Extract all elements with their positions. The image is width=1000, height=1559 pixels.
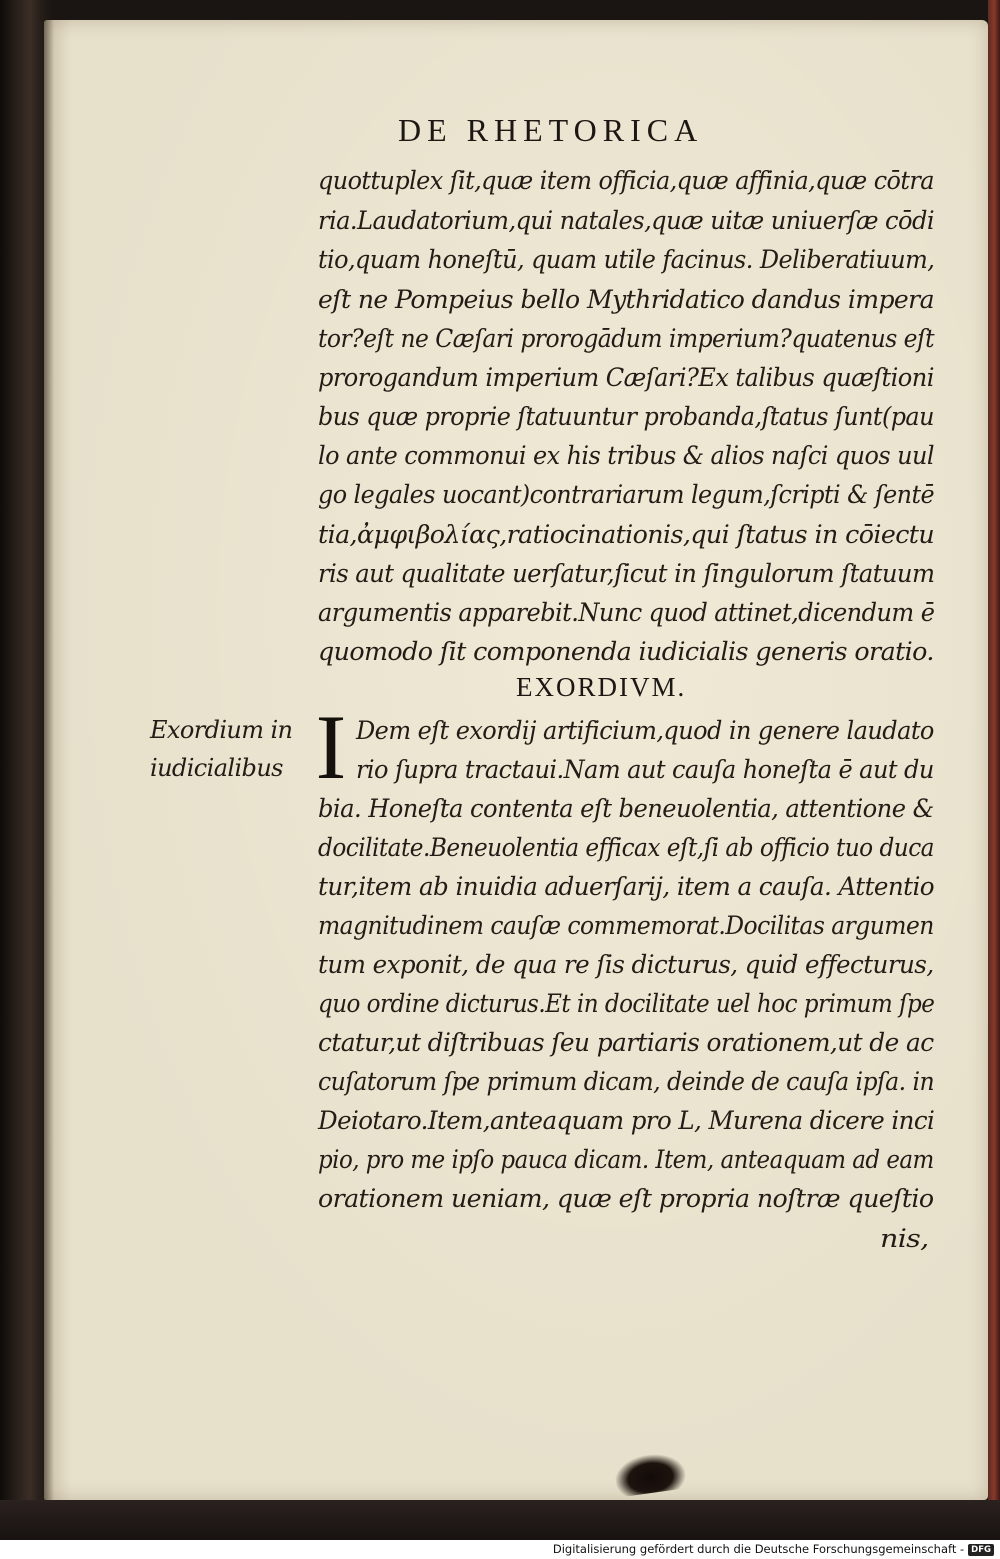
text-line: bia. Honeſta contenta eſt beneuolentia, attentione & xyxy=(318,794,934,824)
text-line: argumentis apparebit.Nunc quod attinet,dicendum ē xyxy=(318,598,935,628)
text-line: ris aut qualitate uerſatur,ſicut in ſingulorum ſtatuum xyxy=(318,559,935,589)
drop-cap-initial: I xyxy=(315,708,347,786)
book-edge-right xyxy=(988,0,1000,1540)
text-line: rio ſupra tractaui.Nam aut cauſa honeſta ē aut du xyxy=(356,755,934,785)
text-line: Deiotaro.Item,anteaquam pro L, Murena dicere inci xyxy=(318,1106,935,1136)
margin-note-line: Exordium in xyxy=(150,716,293,744)
text-line: quottuplex ſit,quæ item officia,quæ affinia,quæ cōtra xyxy=(318,166,934,196)
text-line: quo ordine dicturus.Et in docilitate uel hoc primum ſpe xyxy=(318,989,935,1019)
text-line: bus quæ proprie ſtatuuntur probanda,ſtatus ſunt(pau xyxy=(318,402,934,432)
dfg-logo: DFG xyxy=(968,1544,994,1556)
text-line: tio,quam honeſtū, quam utile facinus. Deliberatiuum, xyxy=(318,245,935,275)
text-line: ctatur,ut diſtribuas ſeu partiaris orationem,ut de ac xyxy=(318,1028,934,1058)
text-line: tor?eſt ne Cæſari prorogādum imperium?quatenus eſt xyxy=(318,324,934,354)
running-head: DE RHETORICA xyxy=(398,112,704,148)
text-line: go legales uocant)contrariarum legum,ſcripti & ſentē xyxy=(318,480,935,510)
text-line: ria.Laudatorium,qui natales,quæ uitæ uniuerſæ cōdi xyxy=(318,206,934,236)
text-line: tur,item ab inuidia aduerſarij, item a cauſa. Attentio xyxy=(318,872,935,902)
catchword: nis, xyxy=(880,1224,929,1254)
text-line: tia,ἀμφιβολίας,ratiocinationis,qui ſtatus in cōiectu xyxy=(318,520,935,550)
digitization-credit-text: Digitalisierung gefördert durch die Deutsche Forschungsgemeinschaft - xyxy=(552,1542,965,1556)
text-line: tum exponit, de qua re ſis dicturus, quid effecturus, xyxy=(318,950,934,980)
text-line: magnitudinem cauſæ commemorat.Docilitas argumen xyxy=(318,911,934,941)
digitization-credit-bar xyxy=(0,1540,1000,1559)
text-line: eſt ne Pompeius bello Mythridatico dandus impera xyxy=(318,285,934,315)
text-line: cuſatorum ſpe primum dicam, deinde de cauſa ipſa. in xyxy=(318,1067,935,1097)
text-line: pio, pro me ipſo pauca dicam. Item, anteaquam ad eam xyxy=(318,1145,934,1175)
text-line: quomodo ſit componenda iudicialis generis oratio. xyxy=(318,637,934,667)
text-line: docilitate.Beneuolentia efficax eſt,ſi ab officio tuo duca xyxy=(318,833,934,863)
text-line: Dem eſt exordij artificium,quod in genere laudato xyxy=(356,716,934,746)
text-line: prorogandum imperium Cæſari?Ex talibus quæſtioni xyxy=(318,363,934,393)
section-heading: EXORDIVM. xyxy=(516,672,687,702)
binding-shadow xyxy=(44,20,54,1500)
margin-note-line: iudicialibus xyxy=(150,754,283,782)
book-bottom-edge xyxy=(0,1500,1000,1540)
text-line: orationem ueniam, quæ eſt propria noſtræ queſtio xyxy=(318,1184,934,1214)
text-line: lo ante commonui ex his tribus & alios naſci quos uul xyxy=(318,441,934,471)
